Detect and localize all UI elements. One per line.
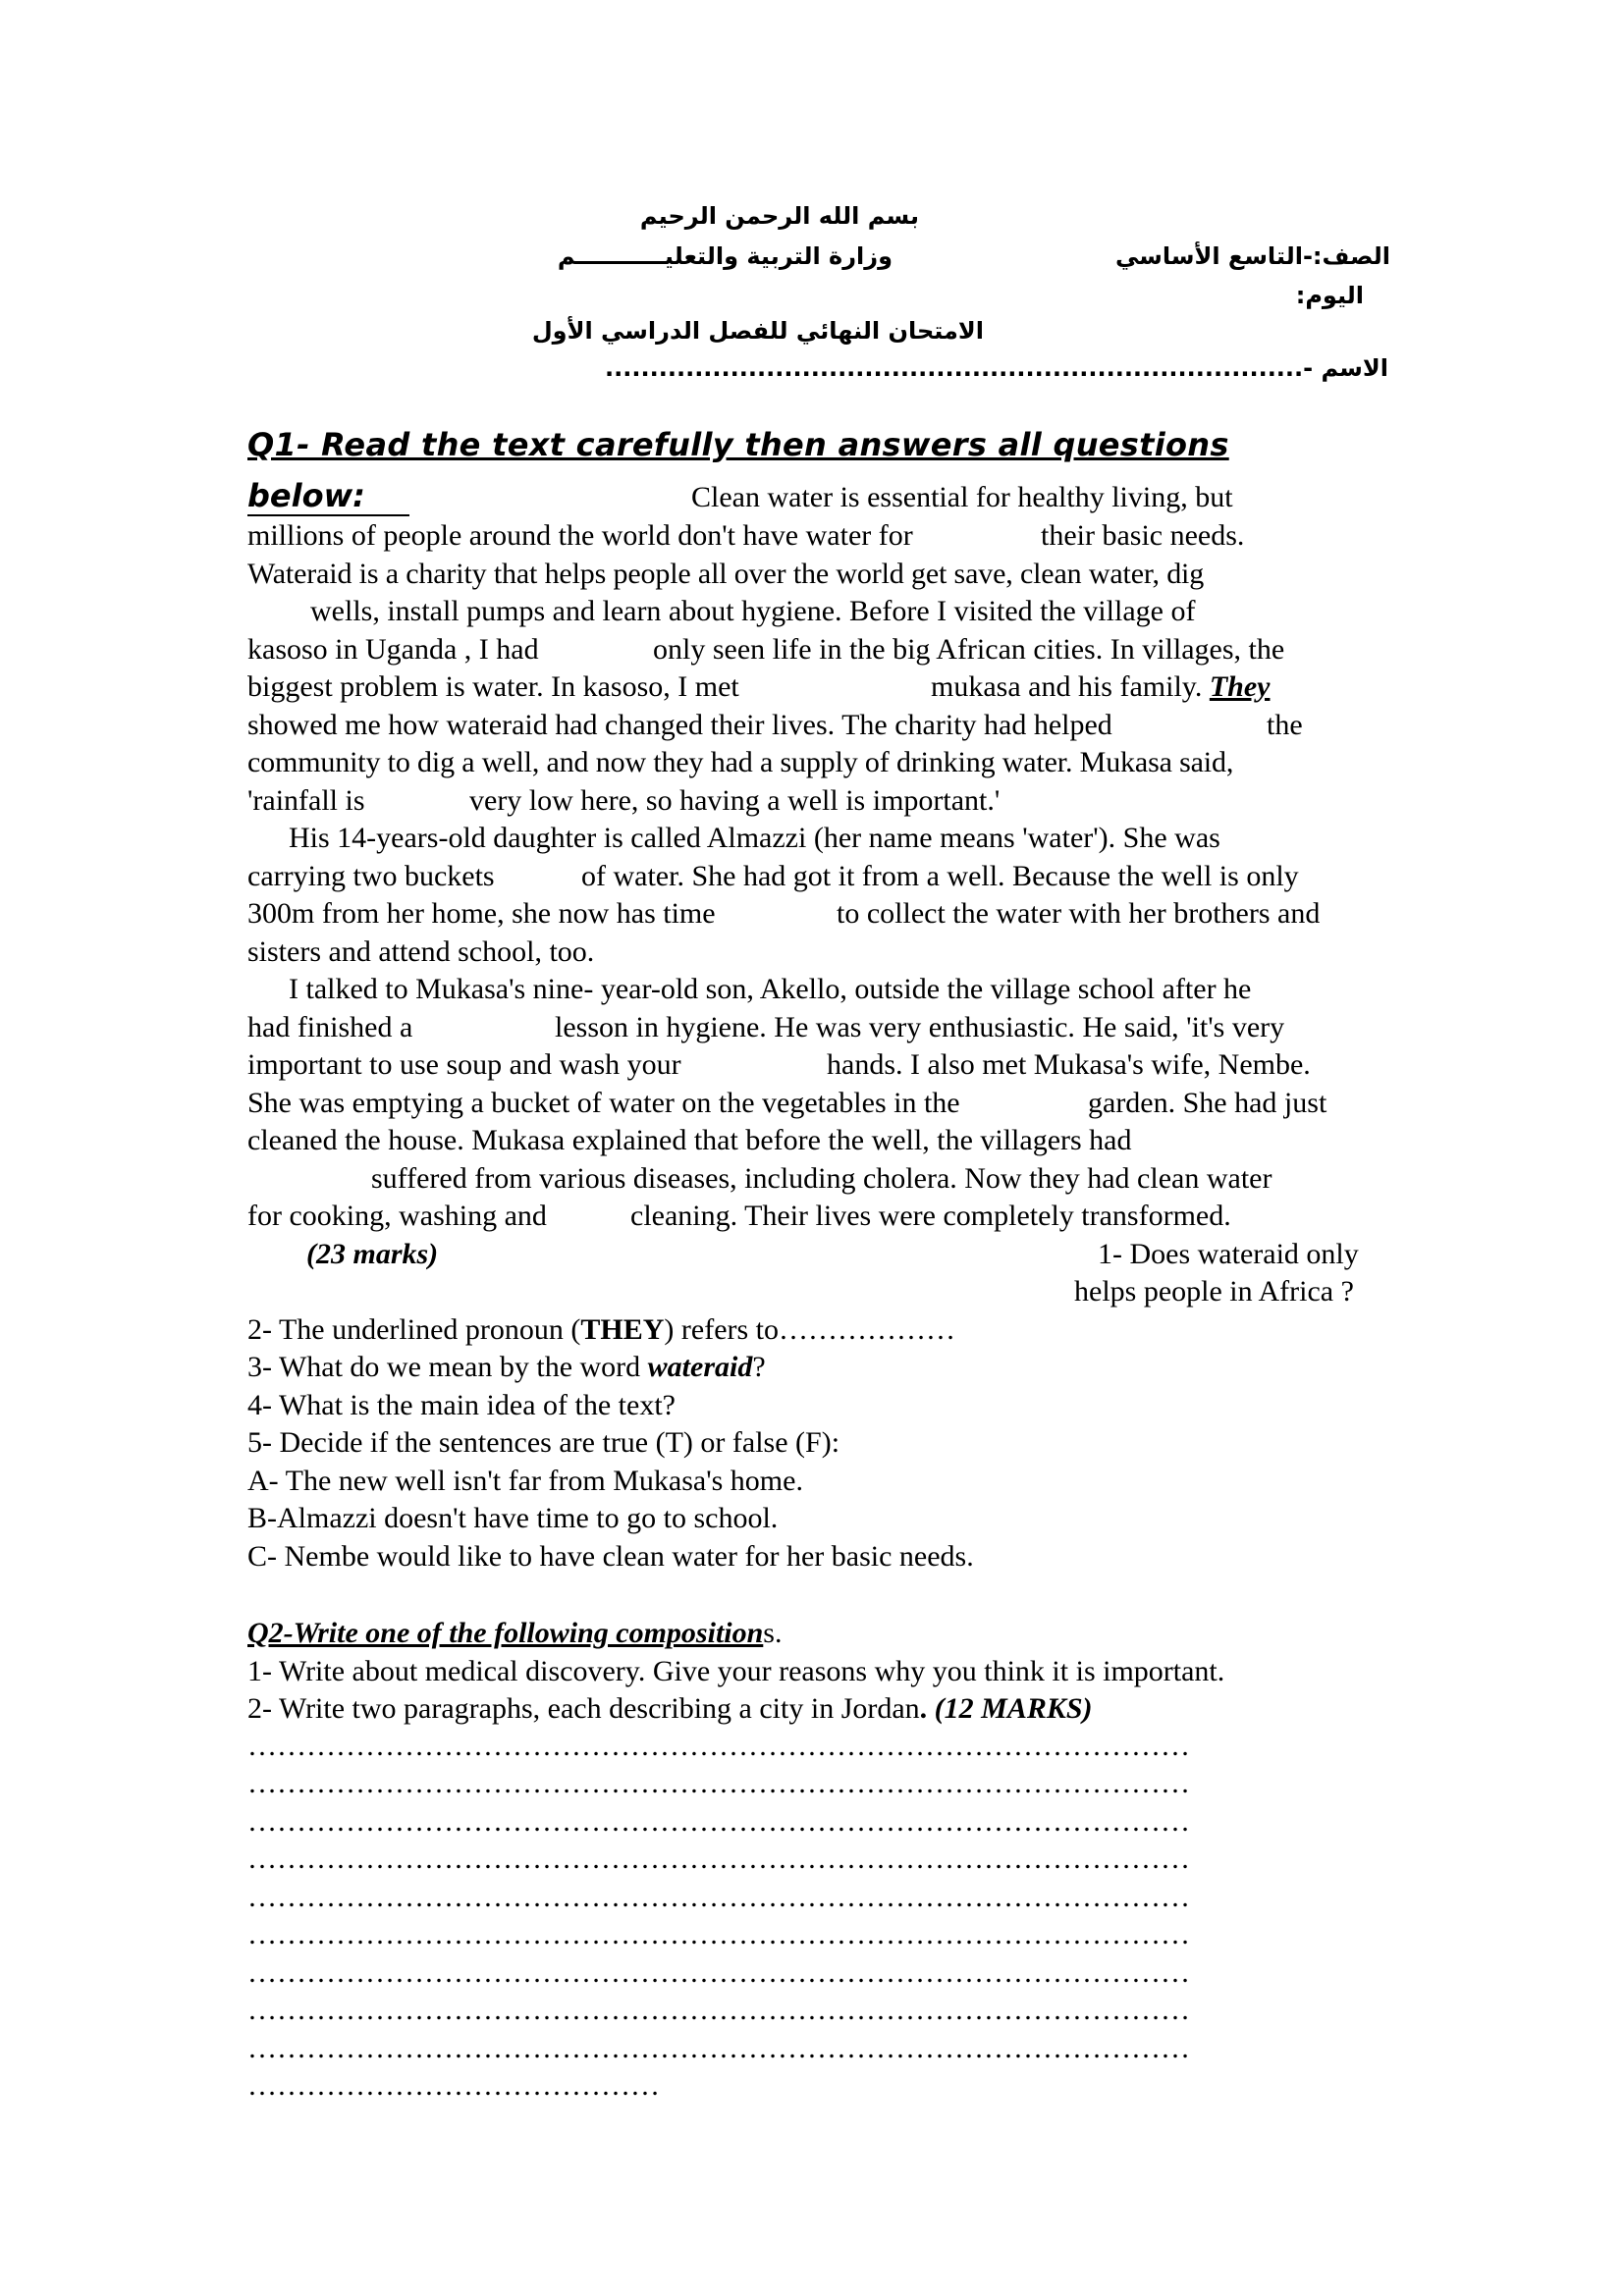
passage-line: sisters and attend school, too. xyxy=(247,935,595,968)
statement-b: B-Almazzi doesn't have time to go to school. xyxy=(247,1502,779,1534)
q2-text-tail: ) refers to……………… xyxy=(664,1313,956,1346)
q1-underline xyxy=(247,514,409,516)
passage-line: 'rainfall is xyxy=(247,784,365,817)
composition-1: 1- Write about medical discovery. Give your reasons why you think it is important. xyxy=(247,1655,1225,1687)
passage-line: cleaned the house. Mukasa explained that before the well, the villagers had xyxy=(247,1124,1132,1156)
passage-line: lesson in hygiene. He was very enthusiastic. He said, 'it's very xyxy=(555,1011,1285,1043)
composition-2-text: 2- Write two paragraphs, each describing a city in Jordan xyxy=(247,1692,920,1725)
question-1b: helps people in Africa ? xyxy=(1074,1275,1354,1308)
passage-line: very low here, so having a well is important.' xyxy=(469,784,1001,817)
passage-line: to collect the water with her brothers and xyxy=(837,897,1321,930)
composition-2 xyxy=(247,1690,1093,1728)
q2-text: 2- The underlined pronoun ( xyxy=(247,1313,581,1346)
passage-line: of water. She had got it from a well. Because the well is only xyxy=(581,860,1299,892)
passage-line-text: mukasa and his family. xyxy=(931,670,1203,703)
answer-line[interactable]: …………………………………………………………………………………… xyxy=(247,1767,1190,1799)
answer-line[interactable]: …………………………………………………………………………………… xyxy=(247,1805,1190,1838)
passage-line: important to use soup and wash your xyxy=(247,1048,681,1081)
passage-line: their basic needs. xyxy=(1041,519,1245,552)
grade-label: الصف:-التاسع الأساسي xyxy=(1114,242,1390,270)
passage-line: Clean water is essential for healthy living, but xyxy=(691,481,1233,513)
q2-marks: (12 MARKS) xyxy=(934,1692,1093,1725)
question-5: 5- Decide if the sentences are true (T) or false (F): xyxy=(247,1426,840,1459)
passage-line: for cooking, washing and xyxy=(247,1200,547,1232)
q2-title-text: Q2-Write one of the following composition xyxy=(247,1617,764,1649)
passage-line: the xyxy=(1267,709,1303,741)
passage-line: hands. I also met Mukasa's wife, Nembe. xyxy=(827,1048,1311,1081)
passage-line: garden. She had just xyxy=(1088,1087,1327,1119)
statement-c: C- Nembe would like to have clean water for her basic needs. xyxy=(247,1540,974,1573)
passage-line: suffered from various diseases, including cholera. Now they had clean water xyxy=(371,1162,1272,1195)
question-4: 4- What is the main idea of the text? xyxy=(247,1389,676,1421)
q1-title-below: below: xyxy=(247,477,365,514)
passage-line: wells, install pumps and learn about hygiene. Before I visited the village of xyxy=(310,595,1196,627)
name-field: الاسم -.............................................................................. xyxy=(605,354,1388,382)
wateraid-word: wateraid xyxy=(647,1351,753,1383)
answer-line-last[interactable]: …………………………………… xyxy=(247,2069,660,2102)
composition-2-dot: . xyxy=(919,1692,935,1725)
statement-a: A- The new well isn't far from Mukasa's home. xyxy=(247,1465,803,1497)
passage-line: His 14-years-old daughter is called Almazzi (her name means 'water'). She was xyxy=(289,822,1220,854)
q3-text: 3- What do we mean by the word xyxy=(247,1351,648,1383)
passage-line: I talked to Mukasa's nine- year-old son, Akello, outside the village school after he xyxy=(289,973,1252,1005)
answer-line[interactable]: …………………………………………………………………………………… xyxy=(247,1994,1190,2026)
passage-line: She was emptying a bucket of water on the vegetables in the xyxy=(247,1087,960,1119)
question-2 xyxy=(247,1311,955,1349)
q2-title xyxy=(247,1615,782,1652)
passage-line: only seen life in the big African cities. In villages, the xyxy=(653,633,1285,666)
question-1a: 1- Does wateraid only xyxy=(1098,1238,1359,1270)
q2-title-tail: s. xyxy=(763,1617,783,1649)
passage-line: carrying two buckets xyxy=(247,860,495,892)
answer-line[interactable]: …………………………………………………………………………………… xyxy=(247,1842,1190,1875)
passage-line: kasoso in Uganda , I had xyxy=(247,633,539,666)
question-3 xyxy=(247,1349,766,1386)
passage-line: 300m from her home, she now has time xyxy=(247,897,716,930)
passage-line: biggest problem is water. In kasoso, I met xyxy=(247,670,739,703)
they-bold: THEY xyxy=(580,1313,665,1346)
they-underlined: They xyxy=(1209,670,1271,703)
passage-line: cleaning. Their lives were completely transformed. xyxy=(630,1200,1231,1232)
passage-line: millions of people around the world don't have water for xyxy=(247,519,913,552)
passage-line: Wateraid is a charity that helps people all over the world get save, clean water, dig xyxy=(247,558,1205,590)
ministry-name: وزارة التربية والتعليـــــــــــم xyxy=(557,242,893,270)
passage-line xyxy=(931,668,1270,706)
q1-title: Q1- Read the text carefully then answers all questions xyxy=(247,426,1229,463)
q3-text-tail: ? xyxy=(752,1351,766,1383)
basmala: بسم الله الرحمن الرحيم xyxy=(639,202,919,230)
passage-line: community to dig a well, and now they had a supply of drinking water. Mukasa said, xyxy=(247,746,1234,778)
q1-marks: (23 marks) xyxy=(306,1238,439,1270)
passage-line: showed me how wateraid had changed their lives. The charity had helped xyxy=(247,709,1112,741)
answer-line[interactable]: …………………………………………………………………………………… xyxy=(247,1918,1190,1950)
exam-title: الامتحان النهائي للفصل الدراسي الأول xyxy=(531,317,984,345)
answer-line[interactable]: …………………………………………………………………………………… xyxy=(247,1730,1190,1762)
day-label: اليوم: xyxy=(1295,282,1364,309)
answer-line[interactable]: …………………………………………………………………………………… xyxy=(247,1956,1190,1989)
answer-line[interactable]: …………………………………………………………………………………… xyxy=(247,2032,1190,2064)
passage-line: had finished a xyxy=(247,1011,413,1043)
answer-line[interactable]: …………………………………………………………………………………… xyxy=(247,1881,1190,1913)
